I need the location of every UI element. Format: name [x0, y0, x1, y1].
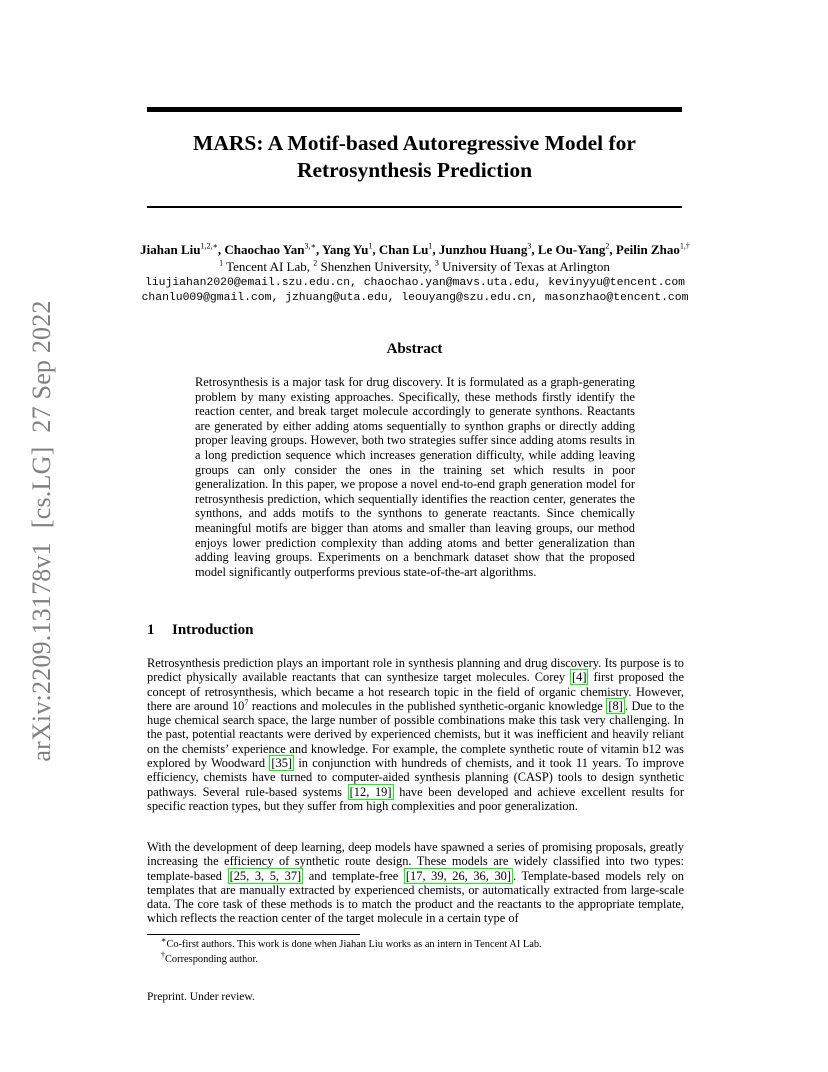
- footnote-rule: [147, 934, 360, 935]
- affiliations: [147, 258, 682, 275]
- intro-paragraph-1: Retrosynthesis prediction plays an important role in synthesis planning and drug discovery. Its purpose is to predict physically available reactants that can synthesize target molecules. Corey [4] first proposed the concept of retrosynthesis, which became a hot research topic in the field of organic chemistry. However, there are around $10^7$ reactions and molecules in the published synthetic-organic knowledge [8] . Due to the huge chemical search space, the large number of possible combinations make this task very challenging. In the past, potential reactants were derived by experienced chemists, but it was inefficient and heavily reliant on the chemists’ experience and knowledge. For example, the complete synthetic route of vitamin b12 was explored by Woodward [35] in conjunction with hundreds of chemists, and it took 11 years. To improve efficiency, chemists have turned to computer-aided synthesis planning (CASP) tools to design synthetic pathways. Several rule-based systems [12, 19] have been developed and achieve excellent results for specific reaction types, but they suffer from high complexities and poor generalization.: [147, 656, 685, 813]
- paper-title: [147, 130, 682, 184]
- citation-link[interactable]: [17, 39, 26, 36, 30]: [405, 868, 511, 883]
- citation-link[interactable]: [8]: [608, 698, 623, 713]
- citation-link[interactable]: [25, 3, 5, 37]: [229, 868, 302, 883]
- email-line-2: chanlu009@gmail.com, jzhuang@uta.edu, leouyang@szu.edu.cn, masonzhao@tencent.com: [141, 292, 689, 304]
- author-list: [120, 241, 710, 258]
- footnote-corresponding: †Corresponding author.: [161, 950, 258, 965]
- section-number: 1: [147, 622, 155, 638]
- citation-link[interactable]: [4]: [572, 670, 587, 685]
- affiliation: $^2$ Shenzhen University,: [313, 258, 435, 274]
- intro-paragraph-2: With the development of deep learning, deep models have spawned a series of promising proposals, greatly increasing the efficiency of synthetic route design. These models are widely classified into two types: template-based [25, 3, 5, 37] and template-free [17, 39, 26, 36, 30] . Template-based models rely on templates that are manually extracted by experienced chemists, or automatically extracted from large-scale data. The core task of these methods is to match the product and the reactants to the appropriate template, which reflects the reaction center of the target molecule in a certain type of: [147, 840, 684, 926]
- citation-link[interactable]: [12, 19]: [349, 784, 392, 799]
- citation-link[interactable]: [35]: [271, 756, 293, 771]
- email-line-1: liujiahan2020@email.szu.edu.cn, chaochao.yan@mavs.uta.edu, kevinyyu@tencent.com: [144, 277, 685, 289]
- author: Peilin Zhao$^{1,\dagger}$: [615, 241, 690, 257]
- title-top-rule: [147, 107, 682, 112]
- affiliation: $^1$ Tencent AI Lab,: [219, 258, 314, 274]
- footnote-cofirst: ∗Co-first authors. This work is done when Jiahan Liu works as an intern in Tencent AI Lab.: [161, 935, 542, 950]
- section-title: Introduction: [172, 622, 254, 638]
- author: Chan Lu$^1$,: [378, 241, 439, 257]
- author: Jiahan Liu$^{1,2,∗}$,: [140, 241, 225, 257]
- preprint-notice: Preprint. Under review.: [147, 991, 255, 1003]
- author: Chaochao Yan$^{3,∗}$,: [224, 241, 322, 257]
- arxiv-identifier-stamp: arXiv:2209.13178v1[cs.LG]27 Sep 2022: [27, 300, 56, 762]
- title-line-1: MARS: A Motif-based Autoregressive Model for: [193, 131, 636, 155]
- abstract-heading: Abstract: [386, 341, 443, 357]
- section-heading-introduction: [147, 622, 253, 639]
- abstract-text: Retrosynthesis is a major task for drug discovery. It is formulated as a graph-generating problem by many existing approaches. Specifically, these methods firstly identify the reaction center, and break target molecule accordingly to generate synthons. Reactants are generated by either adding atoms sequentially to synthon graphs or directly adding proper leaving groups. However, both two strategies suffer since adding atoms results in a long prediction sequence which increases generation difficulty, while adding leaving groups can only consider the ones in the training set which results in poor generalization. In this paper, we propose a novel end-to-end graph generation model for retrosynthesis prediction, which sequentially identifies the reaction center, generates the synthons, and adds motifs to the synthons to generate reactants. Since chemically meaningful motifs are bigger than atoms and smaller than leaving groups, our method enjoys lower prediction complexity than adding atoms and better generalization than adding leaving groups. Experiments on a benchmark dataset show that the proposed model significantly outperforms previous state-of-the-art algorithms.: [195, 375, 635, 579]
- author: Le Ou-Yang$^2$,: [537, 241, 616, 257]
- title-line-2: Retrosynthesis Prediction: [296, 158, 533, 182]
- author: Junzhou Huang$^3$,: [438, 241, 538, 257]
- author: Yang Yu$^1$,: [321, 241, 379, 257]
- affiliation: $^3$ University of Texas at Arlington: [434, 258, 610, 274]
- title-bottom-rule: [147, 206, 682, 208]
